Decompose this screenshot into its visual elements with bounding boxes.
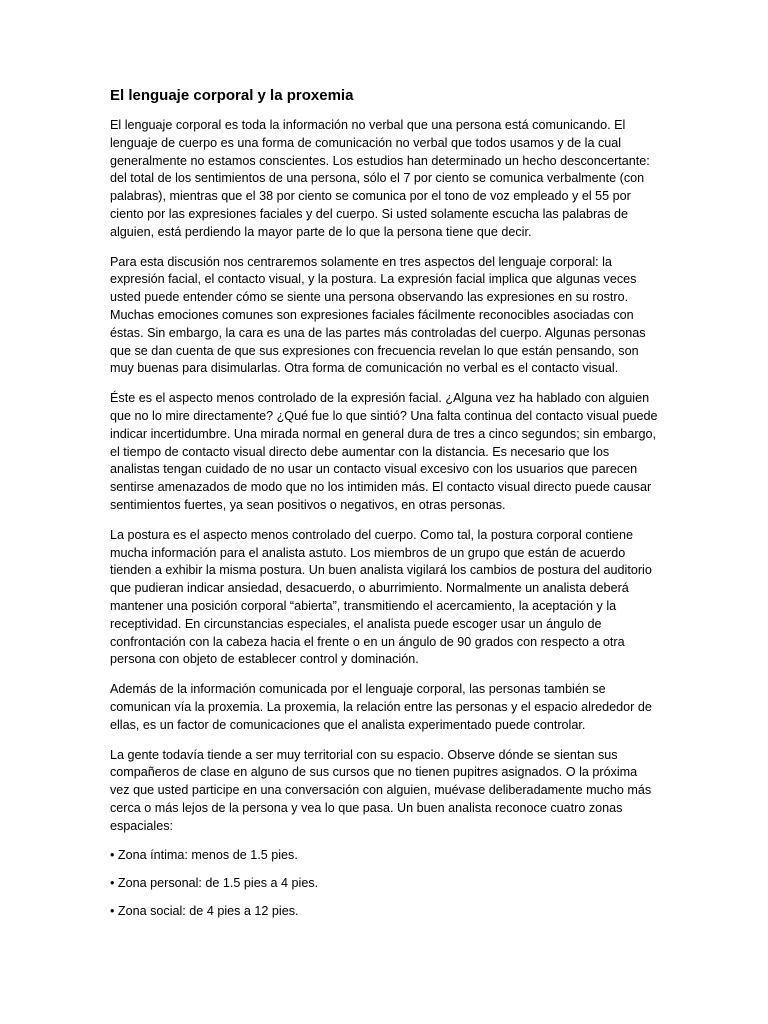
paragraph-posture: La postura es el aspecto menos controlado del cuerpo. Como tal, la postura corporal contiene mucha información para el analista astuto. Los miembros de un grupo que están de acuerdo tienden a exhibir la misma postura. Un buen analista vigilará los cambios de postura del auditorio que pudieran indicar ansiedad, desacuerdo, o aburrimiento. Normalmente un analista deberá mantener una posición corporal “abierta”, transmitiendo el acercamiento, la aceptación y la receptividad. En circunstancias especiales, el analista puede escoger usar un ángulo de confrontación con la cabeza hacia el frente o en un ángulo de 90 grados con respecto a otra persona con objeto de establecer control y dominación. [110,527,652,667]
paragraph-proxemics: Además de la información comunicada por el lenguaje corporal, las personas también se comunican vía la proxemia. La proxemia, la relación entre las personas y el espacio alrededor de ellas, es un factor de comunicaciones que el analista experimentado puede controlar. [110,682,652,732]
paragraph-territorial-space: La gente todavía tiende a ser muy territorial con su espacio. Observe dónde se sientan sus compañeros de clase en alguno de sus cursos que no tienen pupitres asignados. O la próxima vez que usted participe en una conversación con alguien, muévase deliberadamente mucho más cerca o más lejos de la persona y vea lo que pasa. Un buen analista reconoce cuatro zonas espaciales: [110,747,652,833]
document-page [110,86,658,931]
bullet-social-zone: • Zona social: de 4 pies a 12 pies. [110,904,299,919]
bullet-personal-zone: • Zona personal: de 1.5 pies a 4 pies. [110,876,319,891]
paragraph-facial-expression: Para esta discusión nos centraremos solamente en tres aspectos del lenguaje corporal: la expresión facial, el contacto visual, y la postura. La expresión facial implica que algunas veces usted puede entender cómo se siente una persona observando las expresiones en su rostro. Muchas emociones comunes son expresiones faciales fácilmente reconocibles asociadas con éstas. Sin embargo, la cara es una de las partes más controladas del cuerpo. Algunas personas que se dan cuenta de que sus expresiones con frecuencia revelan lo que están pensando, son muy buenas para disimularlas. Otra forma de comunicación no verbal es el contacto visual. [110,254,646,376]
bullet-intimate-zone: • Zona íntima: menos de 1.5 pies. [110,848,298,863]
paragraph-eye-contact: Éste es el aspecto menos controlado de la expresión facial. ¿Alguna vez ha hablado con alguien que no lo mire directamente? ¿Qué fue lo que sintió? Una falta continua del contacto visual puede indicar incertidumbre. Una mirada normal en general dura de tres a cinco segundos; sin embargo, el tiempo de contacto visual directo debe aumentar con la distancia. Es necesario que los analistas tengan cuidado de no usar un contacto visual excesivo con los usuarios que parecen sentirse amenazados de modo que no los intimiden más. El contacto visual directo puede causar sentimientos fuertes, ya sean positivos o negativos, en otras personas. [110,391,658,512]
paragraph-body-language-definition: El lenguaje corporal es toda la información no verbal que una persona está comunicando. El lenguaje de cuerpo es una forma de comunicación no verbal que todos usamos y de la cual generalmente no estamos conscientes. Los estudios han determinado un hecho desconcertante: del total de los sentimientos de una persona, sólo el 7 por ciento se comunica verbalmente (con palabras), mientras que el 38 por ciento se comunica por el tono de voz empleado y el 55 por ciento por las expresiones faciales y del cuerpo. Si usted solamente escucha las palabras de alguien, está perdiendo la mayor parte de lo que la persona tiene que decir. [110,118,650,239]
document-title: El lenguaje corporal y la proxemia [110,87,354,104]
